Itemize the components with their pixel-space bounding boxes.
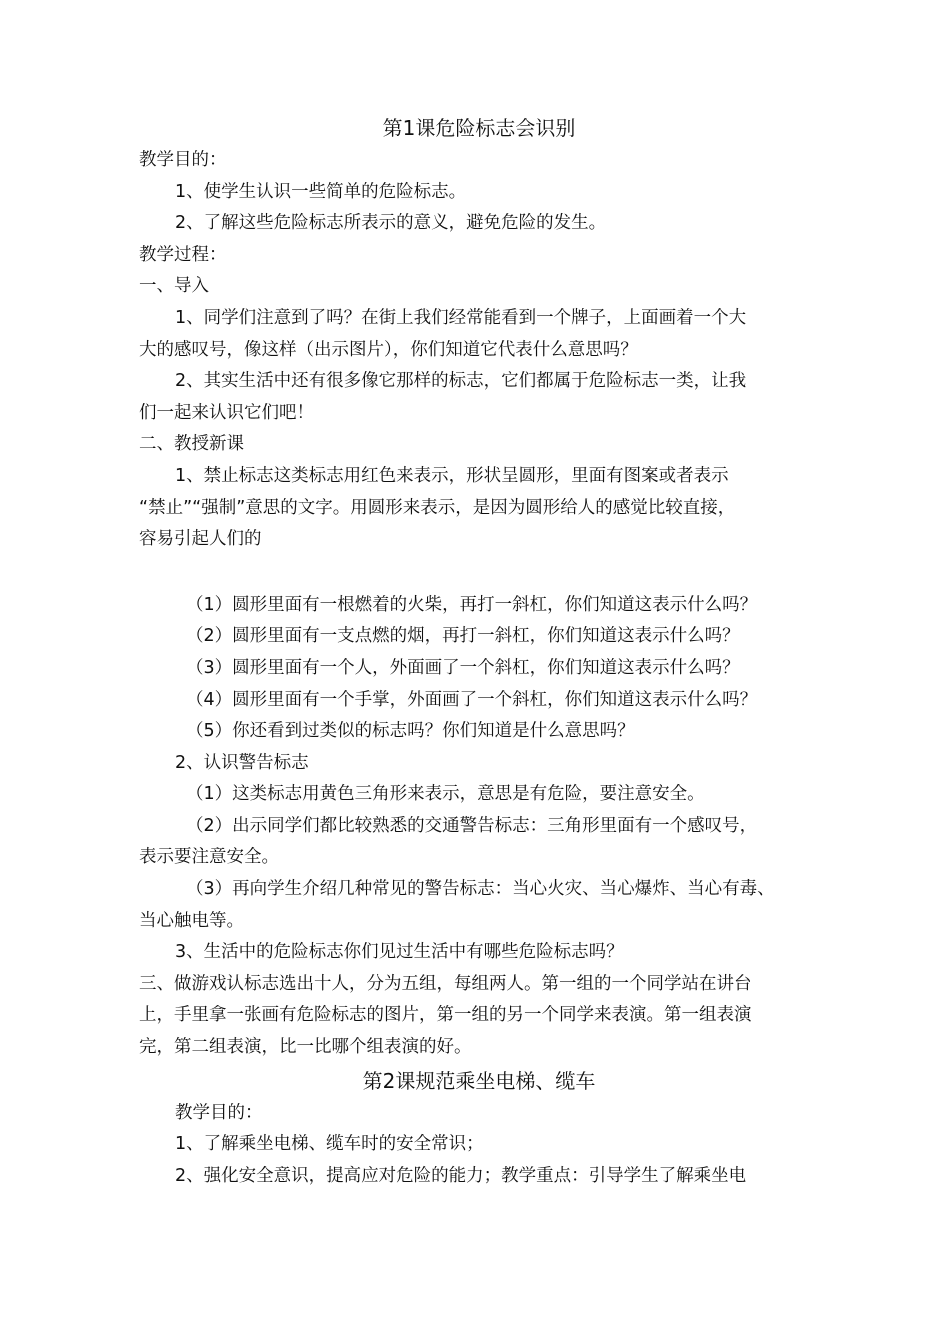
intro-paragraph-2-line-2: 们一起来认识它们吧！ (139, 402, 314, 423)
lesson-1-title: 第1课危险标志会识别 (382, 116, 576, 140)
warning-point-2-line-2: 表示要注意安全。 (139, 847, 279, 868)
lesson-2-goals-heading: 教学目的： (175, 1102, 263, 1123)
warning-sign-heading: 2、认识警告标志 (175, 752, 309, 773)
game-paragraph-line-2: 上，手里拿一张画有危险标志的图片，第一组的另一个同学来表演。第一组表演 (139, 1005, 752, 1026)
new-lesson-heading: 二、教授新课 (139, 434, 244, 455)
question-3: （3）圆形里面有一个人，外面画了一个斜杠，你们知道这表示什么吗？ (186, 657, 740, 678)
lesson-2-goal-1: 1、了解乘坐电梯、缆车时的安全常识； (175, 1134, 484, 1155)
prohibition-sign-line-3: 容易引起人们的 (139, 529, 262, 550)
blank-gap (139, 556, 819, 590)
prohibition-sign-line-1: 1、禁止标志这类标志用红色来表示，形状呈圆形，里面有图案或者表示 (175, 465, 729, 486)
lesson-1-process-heading: 教学过程： (139, 244, 227, 265)
lesson-1-goal-1: 1、使学生认识一些简单的危险标志。 (175, 181, 467, 202)
lesson-1-goals-heading: 教学目的： (139, 150, 227, 170)
intro-paragraph-1-line-2: 大的感叹号，像这样（出示图片），你们知道它代表什么意思吗？ (139, 339, 638, 360)
game-paragraph-line-1: 三、做游戏认标志选出十人，分为五组，每组两人。第一组的一个同学站在讲台 (139, 973, 752, 994)
lesson-2-title: 第2课规范乘坐电梯、缆车 (362, 1068, 596, 1093)
warning-point-3-line-1: （3）再向学生介绍几种常见的警告标志：当心火灾、当心爆炸、当心有毒、 (186, 879, 775, 900)
lesson-2-goal-2: 2、强化安全意识，提高应对危险的能力；教学重点：引导学生了解乘坐电 (175, 1165, 747, 1186)
intro-paragraph-2-line-1: 2、其实生活中还有很多像它那样的标志，它们都属于危险标志一类，让我 (175, 371, 747, 392)
game-paragraph-line-3: 完，第二组表演，比一比哪个组表演的好。 (139, 1037, 472, 1058)
question-1: （1）圆形里面有一根燃着的火柴，再打一斜杠，你们知道这表示什么吗？ (186, 594, 758, 615)
question-4: （4）圆形里面有一个手掌，外面画了一个斜杠，你们知道这表示什么吗？ (186, 689, 758, 710)
life-signs-question: 3、生活中的危险标志你们见过生活中有哪些危险标志吗？ (175, 942, 624, 963)
question-2: （2）圆形里面有一支点燃的烟，再打一斜杠，你们知道这表示什么吗？ (186, 626, 740, 647)
warning-point-2-line-1: （2）出示同学们都比较熟悉的交通警告标志：三角形里面有一个感叹号， (186, 815, 758, 836)
question-5: （5）你还看到过类似的标志吗？你们知道是什么意思吗？ (186, 721, 635, 742)
intro-heading: 一、导入 (139, 276, 209, 297)
document-page (139, 112, 819, 1192)
intro-paragraph-1-line-1: 1、同学们注意到了吗？在街上我们经常能看到一个牌子，上面画着一个大 (175, 307, 747, 328)
prohibition-sign-line-2: “禁止”“强制”意思的文字。用圆形来表示，是因为圆形给人的感觉比较直接， (139, 497, 736, 518)
warning-point-3-line-2: 当心触电等。 (139, 910, 244, 931)
lesson-1-goal-2: 2、了解这些危险标志所表示的意义，避免危险的发生。 (175, 213, 607, 234)
warning-point-1: （1）这类标志用黄色三角形来表示，意思是有危险，要注意安全。 (186, 784, 705, 805)
